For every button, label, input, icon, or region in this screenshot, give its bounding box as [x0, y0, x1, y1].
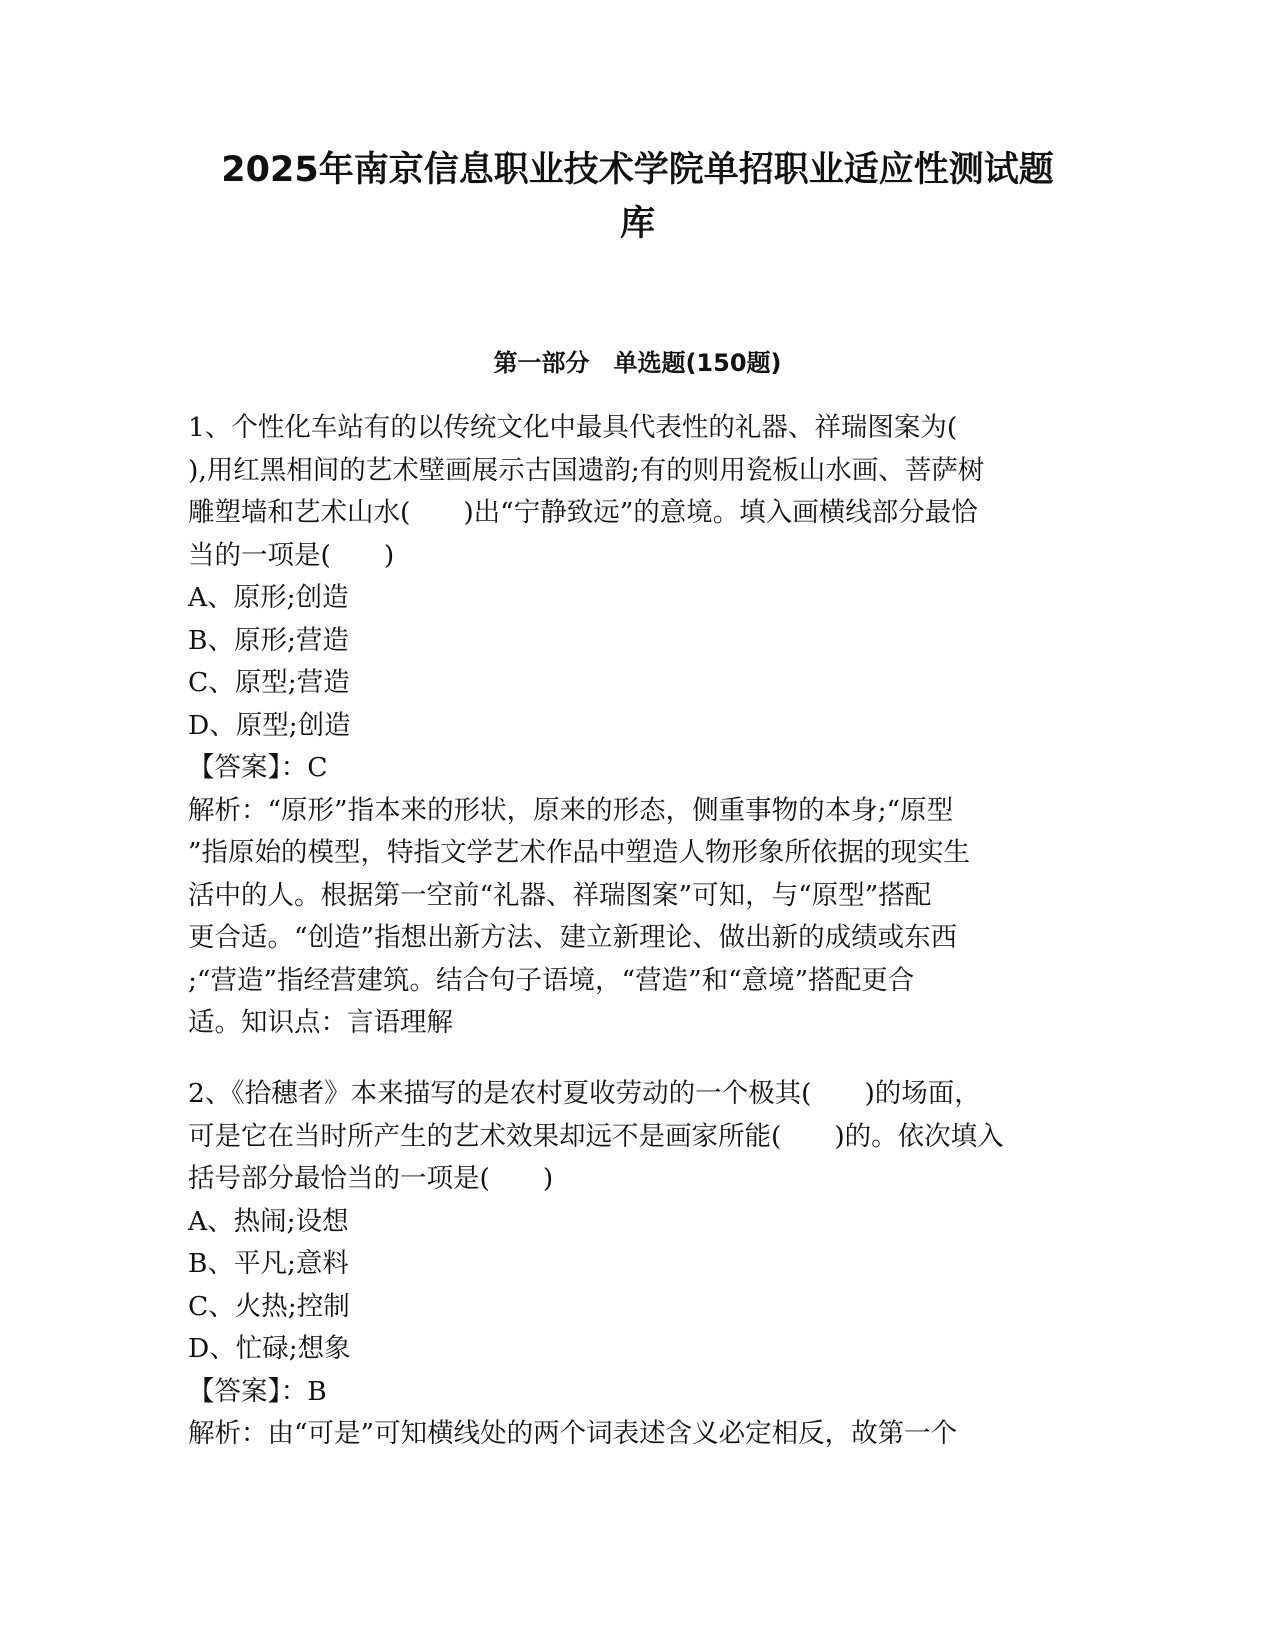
analysis-line: 更合适。“创造”指想出新方法、建立新理论、做出新的成绩或东西 [188, 922, 958, 953]
section-heading: 第一部分 单选题(150题) [493, 349, 782, 377]
answer-line: 【答案】：B [188, 1375, 327, 1407]
question-stem-line: 2、《拾穗者》本来描写的是农村夏收劳动的一个极其( )的场面， [188, 1078, 981, 1109]
question-1 [188, 407, 1078, 1045]
document-title [180, 143, 1095, 251]
question-stem-line: ),用红黑相间的艺术壁画展示古国遗韵;有的则用瓷板山水画、菩萨树 [188, 454, 985, 486]
analysis-line: ;“营造”指经营建筑。结合句子语境，“营造”和“意境”搭配更合 [188, 964, 915, 996]
analysis-line: ”指原始的模型，特指文学艺术作品中塑造人物形象所依据的现实生 [188, 837, 971, 868]
option-b: B、平凡;意料 [188, 1248, 349, 1279]
option-c: C、火热;控制 [188, 1290, 350, 1322]
analysis-line: 活中的人。根据第一空前“礼器、祥瑞图案”可知，与“原型”搭配 [188, 879, 932, 911]
analysis-line: 解析：“原形”指本来的形状，原来的形态，侧重事物的本身;“原型 [188, 794, 954, 826]
analysis-line: 适。知识点：言语理解 [188, 1007, 453, 1038]
question-stem-line: 当的一项是( ) [188, 539, 395, 571]
question-2 [188, 1073, 1078, 1456]
option-a: A、原形;创造 [188, 582, 349, 613]
analysis-line: 解析：由“可是”可知横线处的两个词表述含义必定相反，故第一个 [188, 1418, 958, 1449]
title-line-2: 库 [619, 204, 655, 244]
question-stem-line: 可是它在当时所产生的艺术效果却远不是画家所能( )的。依次填入 [188, 1120, 1004, 1152]
option-b: B、原形;营造 [188, 624, 349, 656]
option-a: A、热闹;设想 [188, 1205, 349, 1237]
question-stem-line: 雕塑墙和艺术山水( )出“宁静致远”的意境。填入画横线部分最恰 [188, 497, 978, 528]
answer-line: 【答案】：C [188, 752, 328, 783]
title-line-1: 2025年南京信息职业技术学院单招职业适应性测试题 [221, 150, 1054, 190]
option-c: C、原型;营造 [188, 667, 350, 698]
question-stem-line: 1、个性化车站有的以传统文化中最具代表性的礼器、祥瑞图案为( [188, 412, 958, 443]
option-d: D、原型;创造 [188, 709, 351, 741]
question-stem-line: 括号部分最恰当的一项是( ) [188, 1163, 554, 1194]
option-d: D、忙碌;想象 [188, 1333, 351, 1364]
